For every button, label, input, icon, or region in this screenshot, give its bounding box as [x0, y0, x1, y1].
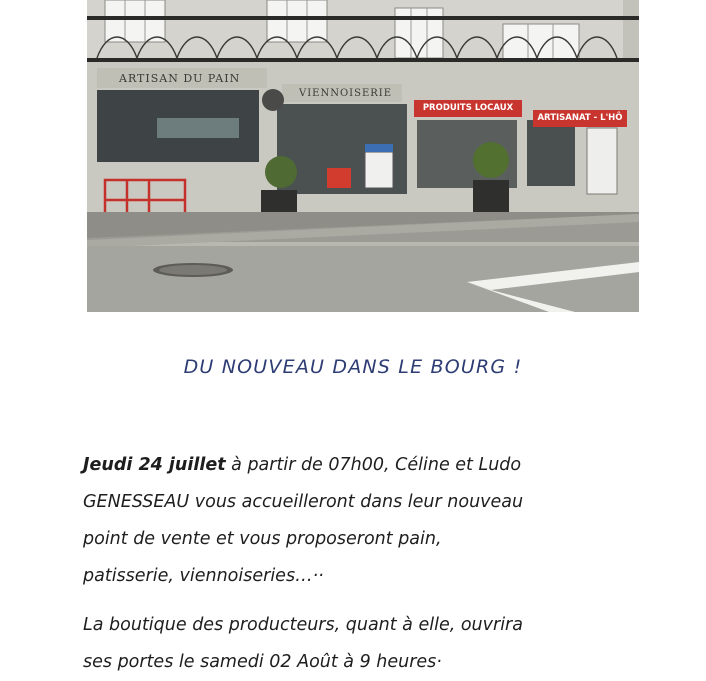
storefront-photo [87, 0, 639, 312]
paragraph-line [83, 447, 643, 484]
producers-shop-paragraph [83, 607, 643, 681]
paragraph-line: patisserie, viennoiseries…·· [83, 566, 324, 586]
paragraph-line: GENESSEAU vous accueilleront dans leur nouveau [83, 492, 524, 512]
opening-date: Jeudi 24 juillet [83, 455, 226, 475]
opening-time-and-hosts: à partir de 07h00, Céline et Ludo [225, 455, 522, 475]
sign-artisanat: ARTISANAT - L'HÔ [533, 110, 627, 127]
storefront-illustration [87, 0, 639, 312]
headline: DU NOUVEAU DANS LE BOURG ! [183, 356, 523, 378]
sign-produits-locaux: PRODUITS LOCAUX [414, 100, 522, 117]
sign-viennoiserie: VIENNOISERIE [299, 88, 393, 99]
paragraph-line: ses portes le samedi 02 Août à 9 heures· [83, 652, 442, 672]
announcement-paragraph [83, 447, 643, 595]
paragraph-line: La boutique des producteurs, quant à elle, ouvrira [83, 615, 523, 635]
paragraph-line: point de vente et vous proposeront pain, [83, 529, 442, 549]
sign-bakery: ARTISAN DU PAIN [119, 72, 241, 85]
